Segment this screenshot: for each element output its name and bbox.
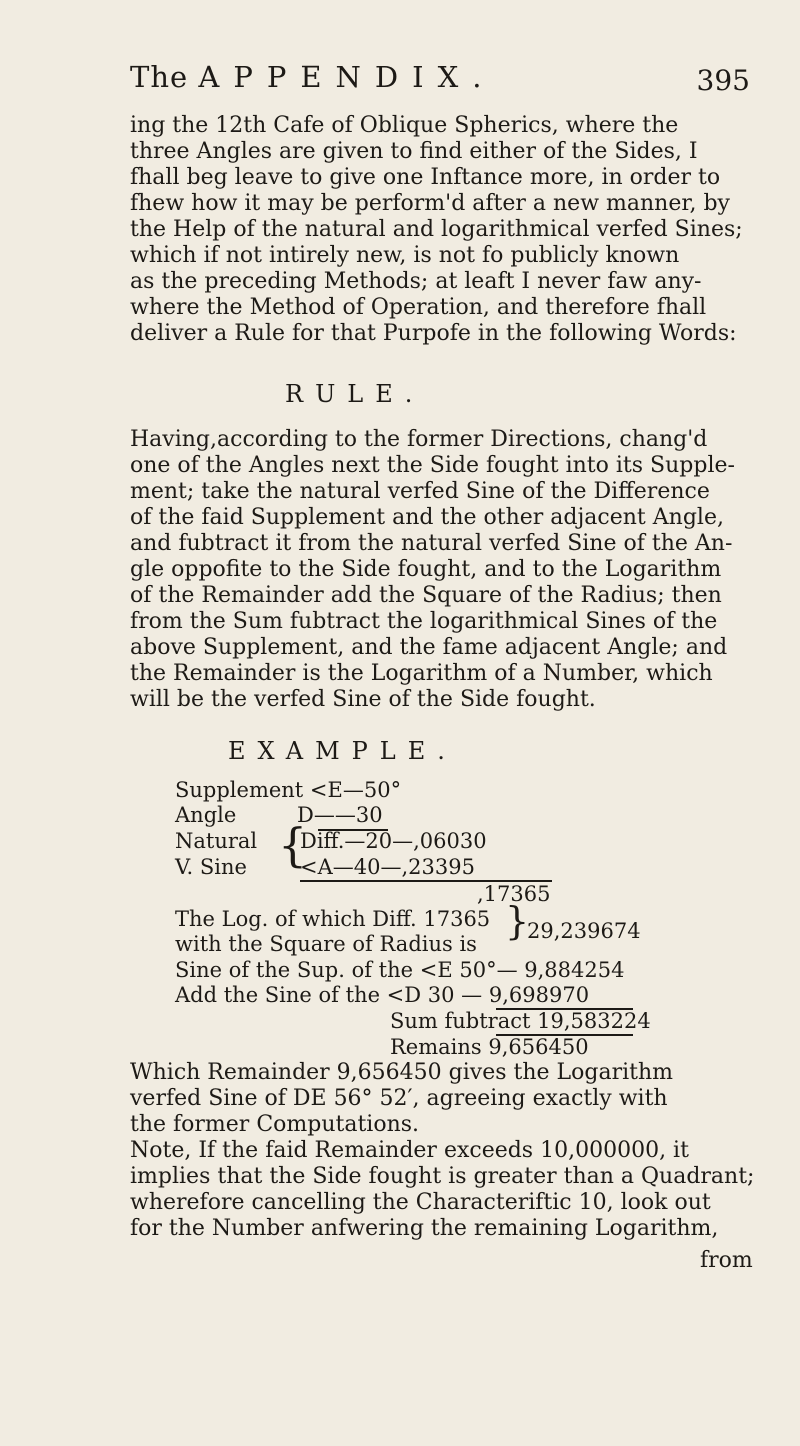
log-line-1: The Log. of which Diff. 17365 xyxy=(175,907,491,931)
conclusion-paragraph xyxy=(130,1060,750,1138)
text-line: of the faid Supplement and the other adjacent Angle, xyxy=(130,505,724,530)
right-brace: } xyxy=(505,899,530,943)
angle-a-line: <A—40—,23395 xyxy=(300,855,475,879)
text-line: three Angles are given to find either of the Sides, I xyxy=(130,139,698,164)
catchword: from xyxy=(700,1248,753,1273)
rule-paragraph xyxy=(130,427,750,713)
page-number: 395 xyxy=(696,64,750,97)
text-line: as the preceding Methods; at leaft I never faw any- xyxy=(130,269,702,294)
text-line: implies that the Side fought is greater than a Quadrant; xyxy=(130,1164,755,1189)
supplement-line: Supplement <E—50° xyxy=(175,778,402,802)
text-line: where the Method of Operation, and therefore fhall xyxy=(130,295,707,320)
angle-value: D——30 xyxy=(297,803,383,827)
difference-line: Diff.—20—,06030 xyxy=(300,829,487,853)
remains-line: Remains 9,656450 xyxy=(390,1035,589,1059)
title-prefix: The xyxy=(130,60,199,94)
running-title xyxy=(130,60,496,94)
text-line: Note, If the faid Remainder exceeds 10,000000, it xyxy=(130,1138,689,1163)
rule-heading: RULE. xyxy=(285,380,425,408)
example-heading: EXAMPLE. xyxy=(228,737,457,765)
text-line: from the Sum fubtract the logarithmical Sines of the xyxy=(130,609,718,634)
intro-paragraph xyxy=(130,113,750,347)
note-paragraph xyxy=(130,1138,755,1242)
text-line: wherefore cancelling the Characteriftic 10, look out xyxy=(130,1190,711,1215)
text-line: will be the verfed Sine of the Side fought. xyxy=(130,687,596,712)
text-line: the Help of the natural and logarithmical verfed Sines; xyxy=(130,217,743,242)
text-line: deliver a Rule for that Purpofe in the following Words: xyxy=(130,321,737,346)
sine-supplement-line: Sine of the Sup. of the <E 50°— 9,884254 xyxy=(175,958,625,982)
text-line: for the Number anfwering the remaining Logarithm, xyxy=(130,1216,719,1241)
title-word: APPENDIX. xyxy=(198,60,496,94)
angle-label: Angle xyxy=(175,803,237,827)
text-line: verfed Sine of DE 56° 52′, agreeing exactly with xyxy=(130,1086,668,1111)
text-line: one of the Angles next the Side fought into its Supple- xyxy=(130,453,735,478)
text-line: the Remainder is the Logarithm of a Number, which xyxy=(130,661,713,686)
text-line: which if not intirely new, is not fo publicly known xyxy=(130,243,680,268)
text-line: ment; take the natural verfed Sine of the Difference xyxy=(130,479,710,504)
text-line: fhall beg leave to give one Inftance more, in order to xyxy=(130,165,721,190)
text-line: fhew how it may be perform'd after a new manner, by xyxy=(130,191,730,216)
vsine-label: V. Sine xyxy=(175,855,247,879)
text-line: above Supplement, and the fame adjacent Angle; and xyxy=(130,635,728,660)
natural-label: Natural xyxy=(175,829,258,853)
text-line: the former Computations. xyxy=(130,1112,420,1137)
text-line: of the Remainder add the Square of the Radius; then xyxy=(130,583,722,608)
text-line: gle oppofite to the Side fought, and to the Logarithm xyxy=(130,557,722,582)
difference-result: ,17365 xyxy=(477,882,551,906)
add-sine-line: Add the Sine of the <D 30 — 9,698970 xyxy=(175,983,590,1007)
log-line-2: with the Square of Radius is xyxy=(175,932,477,956)
text-line: and fubtract it from the natural verfed Sine of the An- xyxy=(130,531,733,556)
left-brace: { xyxy=(278,818,308,872)
text-line: Which Remainder 9,656450 gives the Logarithm xyxy=(130,1060,673,1085)
text-line: Having,according to the former Directions, chang'd xyxy=(130,427,708,452)
log-sum: 29,239674 xyxy=(527,919,641,943)
running-header xyxy=(130,60,750,100)
text-line: ing the 12th Cafe of Oblique Spherics, where the xyxy=(130,113,679,138)
sum-subtract-line: Sum fubtract 19,583224 xyxy=(390,1009,651,1033)
